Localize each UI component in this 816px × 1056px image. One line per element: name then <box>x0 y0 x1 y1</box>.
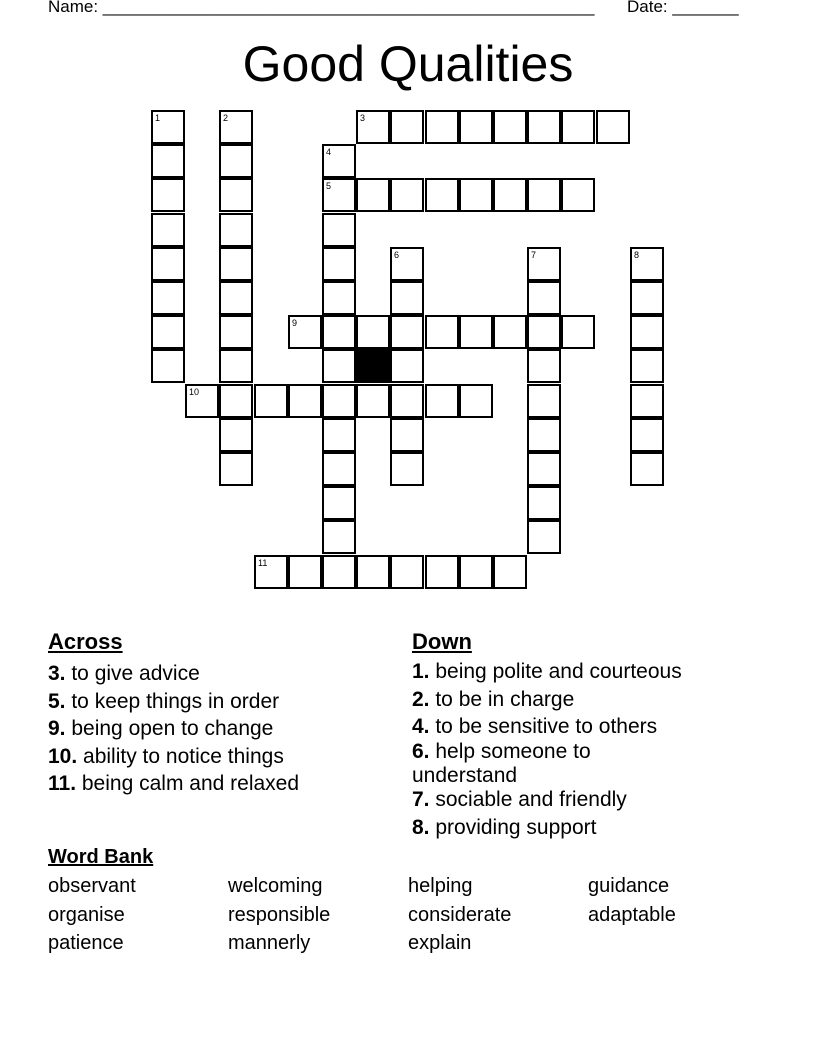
crossword-cell[interactable] <box>630 452 664 486</box>
crossword-cell[interactable] <box>527 315 561 349</box>
clue-text: being polite and courteous <box>429 660 682 683</box>
down-clue <box>412 788 747 812</box>
down-clue <box>412 688 747 712</box>
date-field-label: Date: _______ <box>627 0 739 16</box>
crossword-cell[interactable] <box>493 555 527 589</box>
clue-number: 8. <box>412 815 430 839</box>
clue-number-label: 5 <box>326 181 332 191</box>
word-bank-column <box>228 872 330 958</box>
crossword-cell[interactable] <box>425 178 459 212</box>
clue-number-label: 6 <box>394 250 400 260</box>
crossword-cell[interactable] <box>596 110 630 144</box>
clue-number-label: 8 <box>634 250 640 260</box>
word-bank-column <box>408 872 511 958</box>
word-bank-word: adaptable <box>588 903 676 926</box>
crossword-cell[interactable] <box>219 247 253 281</box>
clue-number: 6. <box>412 740 430 763</box>
crossword-cell[interactable] <box>219 452 253 486</box>
crossword-cell[interactable] <box>219 213 253 247</box>
crossword-cell[interactable] <box>630 418 664 452</box>
crossword-cell[interactable] <box>322 178 356 212</box>
crossword-cell[interactable] <box>356 178 390 212</box>
crossword-cell[interactable] <box>151 247 185 281</box>
crossword-cell[interactable] <box>219 178 253 212</box>
clue-number-label: 10 <box>189 387 200 397</box>
crossword-cell[interactable] <box>390 418 424 452</box>
word-bank-word: welcoming <box>228 875 323 897</box>
crossword-cell[interactable] <box>527 281 561 315</box>
clue-number: 11. <box>48 772 77 795</box>
clue-number: 3. <box>48 662 66 685</box>
crossword-cell[interactable] <box>527 110 561 144</box>
crossword-cell[interactable] <box>425 315 459 349</box>
crossword-cell[interactable] <box>322 555 356 589</box>
crossword-cell[interactable] <box>390 247 424 281</box>
word-bank-word: organise <box>48 903 125 926</box>
crossword-cell[interactable] <box>151 178 185 212</box>
clue-text: sociable and friendly <box>429 788 627 811</box>
crossword-cell[interactable] <box>219 144 253 178</box>
crossword-cell[interactable] <box>390 315 424 349</box>
crossword-cell[interactable] <box>151 281 185 315</box>
crossword-cell[interactable] <box>322 520 356 554</box>
crossword-cell[interactable] <box>322 281 356 315</box>
crossword-cell[interactable] <box>630 247 664 281</box>
clue-text: being open to change <box>65 717 274 740</box>
crossword-cell[interactable] <box>527 486 561 520</box>
crossword-cell[interactable] <box>425 384 459 418</box>
down-clue <box>412 740 652 788</box>
clue-number: 5. <box>48 689 66 713</box>
crossword-cell[interactable] <box>151 213 185 247</box>
crossword-cell[interactable] <box>219 349 253 383</box>
clue-text: to keep things in order <box>65 689 280 713</box>
clue-number: 7. <box>412 788 430 811</box>
crossword-cell[interactable] <box>561 110 595 144</box>
clue-text: help someone to understand <box>412 740 591 787</box>
clue-number-label: 1 <box>155 113 161 123</box>
crossword-cell[interactable] <box>390 281 424 315</box>
crossword-cell[interactable] <box>356 315 390 349</box>
crossword-cell[interactable] <box>390 178 424 212</box>
across-clue <box>48 770 388 798</box>
crossword-cell[interactable] <box>322 384 356 418</box>
crossword-cell[interactable] <box>254 555 288 589</box>
clue-text: to give advice <box>65 662 200 685</box>
crossword-cell[interactable] <box>527 384 561 418</box>
crossword-cell[interactable] <box>459 110 493 144</box>
crossword-cell[interactable] <box>459 315 493 349</box>
down-clue <box>412 816 747 840</box>
clue-number: 10. <box>48 744 78 768</box>
across-clue <box>48 715 388 743</box>
across-clue <box>48 688 388 716</box>
clue-number-label: 11 <box>258 558 268 568</box>
crossword-cell[interactable] <box>322 486 356 520</box>
crossword-cell[interactable] <box>561 178 595 212</box>
clue-number: 2. <box>412 687 430 711</box>
crossword-cell[interactable] <box>527 178 561 212</box>
down-clue-list <box>412 660 747 840</box>
clue-text: to be in charge <box>429 687 575 711</box>
crossword-cell[interactable] <box>254 384 288 418</box>
crossword-black-cell <box>356 349 390 383</box>
crossword-cell[interactable] <box>288 384 322 418</box>
page-title: Good Qualities <box>242 36 574 92</box>
crossword-cell[interactable] <box>151 315 185 349</box>
crossword-cell[interactable] <box>527 247 561 281</box>
crossword-cell[interactable] <box>630 281 664 315</box>
crossword-cell[interactable] <box>322 247 356 281</box>
crossword-cell[interactable] <box>288 555 322 589</box>
crossword-cell[interactable] <box>493 315 527 349</box>
crossword-cell[interactable] <box>459 555 493 589</box>
across-clue-list <box>48 660 388 798</box>
crossword-cell[interactable] <box>322 452 356 486</box>
crossword-cell[interactable] <box>151 110 185 144</box>
crossword-cell[interactable] <box>151 349 185 383</box>
crossword-cell[interactable] <box>459 178 493 212</box>
clue-number-label: 9 <box>292 318 298 328</box>
clue-text: to be sensitive to others <box>429 715 658 738</box>
crossword-cell[interactable] <box>630 384 664 418</box>
crossword-cell[interactable] <box>219 281 253 315</box>
across-clue <box>48 743 388 771</box>
crossword-cell[interactable] <box>390 555 424 589</box>
crossword-cell[interactable] <box>219 315 253 349</box>
crossword-cell[interactable] <box>630 349 664 383</box>
word-bank-word: observant <box>48 875 136 897</box>
crossword-cell[interactable] <box>425 555 459 589</box>
crossword-cell[interactable] <box>493 110 527 144</box>
crossword-cell[interactable] <box>390 452 424 486</box>
crossword-cell[interactable] <box>151 144 185 178</box>
clue-number: 4. <box>412 715 430 738</box>
clue-text: being calm and relaxed <box>76 772 300 795</box>
crossword-cell[interactable] <box>356 555 390 589</box>
word-bank-column <box>48 872 136 958</box>
crossword-cell[interactable] <box>390 349 424 383</box>
word-bank-word: considerate <box>408 903 512 926</box>
word-bank-word: guidance <box>588 875 670 897</box>
crossword-cell[interactable] <box>219 418 253 452</box>
crossword-cell[interactable] <box>219 384 253 418</box>
down-clue <box>412 715 747 739</box>
clue-number-label: 2 <box>223 113 229 123</box>
crossword-cell[interactable] <box>356 384 390 418</box>
clue-number-label: 4 <box>326 147 332 157</box>
crossword-cell[interactable] <box>219 110 253 144</box>
crossword-cell[interactable] <box>527 452 561 486</box>
crossword-cell[interactable] <box>425 110 459 144</box>
across-clue <box>48 660 388 688</box>
word-bank-word: explain <box>408 932 472 954</box>
word-bank-word: mannerly <box>228 932 311 954</box>
crossword-cell[interactable] <box>322 315 356 349</box>
crossword-cell[interactable] <box>527 520 561 554</box>
across-heading: Across <box>48 629 123 654</box>
word-bank-title: Word Bank <box>48 846 154 868</box>
clue-number: 9. <box>48 717 66 740</box>
clue-number-label: 3 <box>360 113 366 123</box>
crossword-cell[interactable] <box>185 384 219 418</box>
crossword-cell[interactable] <box>390 384 424 418</box>
crossword-cell[interactable] <box>322 144 356 178</box>
crossword-cell[interactable] <box>561 315 595 349</box>
clue-number: 1. <box>412 660 430 683</box>
down-clue <box>412 660 747 684</box>
word-bank-word: helping <box>408 875 473 897</box>
crossword-cell[interactable] <box>288 315 322 349</box>
word-bank-word: responsible <box>228 903 331 926</box>
word-bank-word: patience <box>48 932 124 954</box>
crossword-cell[interactable] <box>390 110 424 144</box>
clue-text: ability to notice things <box>77 744 284 768</box>
clue-text: providing support <box>429 815 597 839</box>
crossword-cell[interactable] <box>322 213 356 247</box>
crossword-cell[interactable] <box>322 349 356 383</box>
crossword-cell[interactable] <box>356 110 390 144</box>
crossword-cell[interactable] <box>527 418 561 452</box>
crossword-cell[interactable] <box>459 384 493 418</box>
name-field-label: Name: ____________________________________________________ <box>48 0 595 16</box>
crossword-cell[interactable] <box>493 178 527 212</box>
crossword-cell[interactable] <box>630 315 664 349</box>
crossword-cell[interactable] <box>322 418 356 452</box>
down-heading: Down <box>412 629 472 654</box>
word-bank-column <box>588 872 676 929</box>
crossword-cell[interactable] <box>527 349 561 383</box>
clue-number-label: 7 <box>531 250 537 260</box>
